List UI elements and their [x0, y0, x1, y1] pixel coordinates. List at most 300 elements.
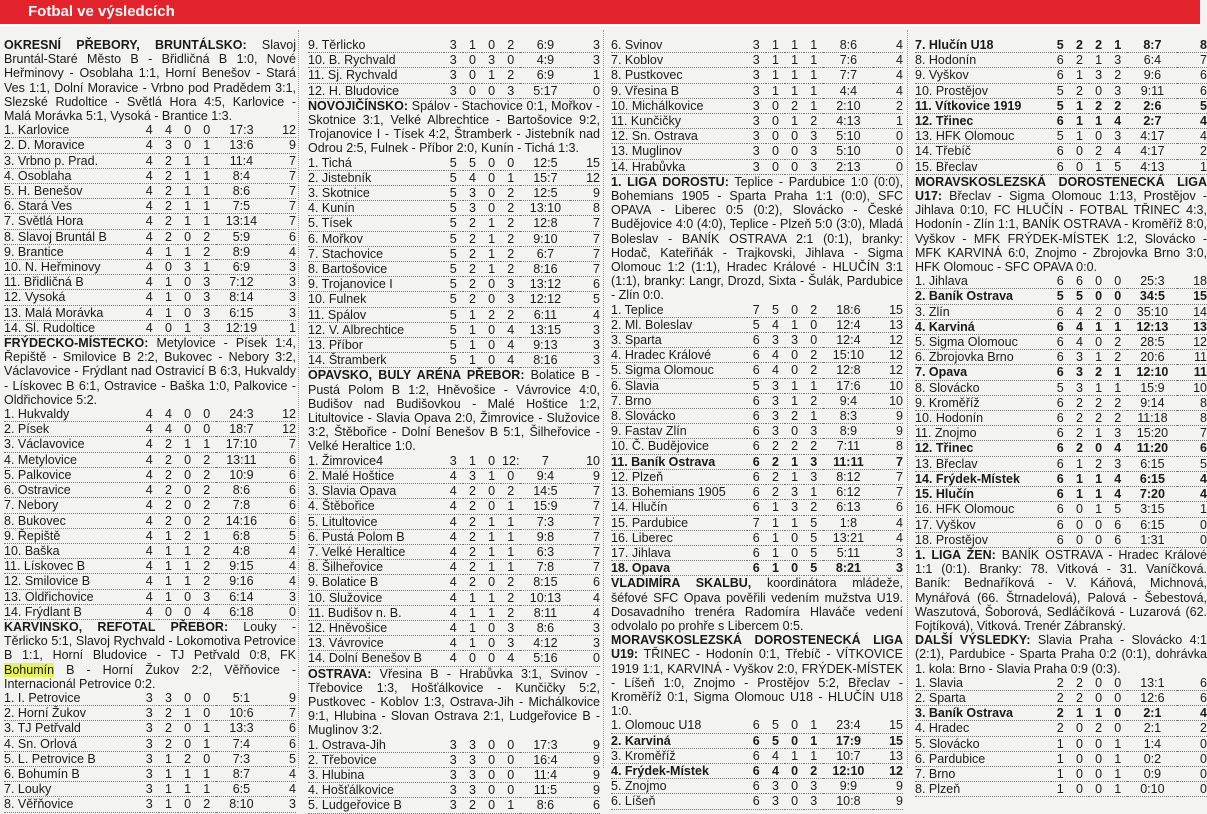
games: 3 [444, 798, 463, 813]
games: 4 [444, 484, 463, 499]
score: 13:11 [216, 452, 266, 467]
team-name: 4. Hradec Králové [611, 348, 747, 363]
standings-table [4, 691, 296, 813]
table-row [4, 260, 296, 275]
losses: 1 [1108, 736, 1127, 751]
table-row [915, 751, 1207, 766]
games: 6 [1051, 441, 1070, 456]
points: 0 [570, 651, 600, 666]
table-row [915, 380, 1207, 395]
team-name: 12. Smilovice B [4, 574, 140, 589]
draws: 0 [482, 499, 501, 514]
losses: 2 [501, 186, 520, 201]
wins: 4 [159, 422, 178, 437]
table-row [308, 83, 600, 98]
losses: 3 [197, 305, 216, 320]
games: 3 [444, 752, 463, 767]
games: 3 [140, 782, 159, 797]
points: 0 [1177, 751, 1207, 766]
table-row [4, 706, 296, 721]
wins: 2 [463, 262, 482, 277]
score: 13:3 [216, 721, 266, 736]
wins: 1 [159, 589, 178, 604]
wins: 2 [159, 437, 178, 452]
losses: 1 [197, 782, 216, 797]
score: 6:9 [520, 68, 570, 83]
draws: 1 [178, 320, 197, 335]
losses: 1 [501, 529, 520, 544]
losses: 1 [197, 721, 216, 736]
score: 6:15 [1127, 517, 1177, 532]
table-row [915, 129, 1207, 144]
draws: 1 [178, 782, 197, 797]
losses: 0 [501, 156, 520, 171]
team-name: 12. Třinec [915, 441, 1051, 456]
draws: 0 [178, 290, 197, 305]
team-name: 8. Bukovec [4, 513, 140, 528]
games: 6 [1051, 114, 1070, 129]
team-name: 5. Tísek [308, 216, 444, 231]
points: 3 [873, 545, 903, 560]
table-row [308, 651, 600, 666]
table-row [4, 528, 296, 543]
points: 6 [1177, 68, 1207, 83]
losses: 4 [1108, 144, 1127, 159]
points: 9 [570, 468, 600, 483]
wins: 0 [1070, 766, 1089, 781]
points: 12 [266, 422, 296, 437]
points: 6 [266, 483, 296, 498]
points: 13 [1177, 319, 1207, 334]
games: 5 [444, 186, 463, 201]
points: 11 [1177, 365, 1207, 380]
team-name: 10. Hodonín [915, 411, 1051, 426]
wins: 2 [766, 485, 785, 500]
wins: 1 [463, 454, 482, 469]
results-paragraph [611, 633, 903, 718]
games: 6 [1051, 532, 1070, 547]
wins: 1 [766, 530, 785, 545]
games: 4 [140, 168, 159, 183]
score: 4:4 [823, 83, 873, 98]
games: 6 [747, 794, 766, 809]
draws: 1 [178, 184, 197, 199]
games: 4 [140, 244, 159, 259]
games: 4 [444, 590, 463, 605]
points: 13 [873, 317, 903, 332]
score: 6:14 [216, 589, 266, 604]
wins: 2 [1070, 426, 1089, 441]
losses: 2 [804, 763, 823, 778]
losses: 1 [804, 733, 823, 748]
points: 4 [570, 590, 600, 605]
losses: 2 [804, 114, 823, 129]
losses: 1 [501, 544, 520, 559]
team-name: 7. Brno [915, 766, 1051, 781]
games: 6 [1051, 68, 1070, 83]
team-name: 6. Bohumín B [4, 766, 140, 781]
wins: 3 [463, 783, 482, 798]
points: 9 [873, 779, 903, 794]
points: 4 [570, 605, 600, 620]
games: 3 [747, 53, 766, 68]
points: 8 [873, 439, 903, 454]
draws: 0 [785, 763, 804, 778]
score: 5:1 [216, 691, 266, 706]
losses: 3 [197, 589, 216, 604]
table-row [308, 68, 600, 83]
points: 0 [570, 83, 600, 98]
team-name: 7. Velké Heraltice [308, 544, 444, 559]
score: 7:8 [520, 560, 570, 575]
games: 6 [747, 454, 766, 469]
table-row [4, 782, 296, 797]
table-row [308, 231, 600, 246]
team-name: 9. Brantice [4, 244, 140, 259]
team-name: 11. Břidličná B [4, 275, 140, 290]
score: 0:9 [1127, 766, 1177, 781]
draws: 0 [482, 484, 501, 499]
score: 5:10 [823, 129, 873, 144]
draws: 3 [178, 260, 197, 275]
draws: 1 [482, 216, 501, 231]
team-name: 12. Třinec [915, 114, 1051, 129]
score: 13:15 [520, 322, 570, 337]
table-row [611, 114, 903, 129]
losses: 5 [804, 545, 823, 560]
table-row [308, 575, 600, 590]
games: 6 [1051, 411, 1070, 426]
losses: 1 [804, 718, 823, 733]
team-name: 10. Služovice [308, 590, 444, 605]
score: 7:20 [1127, 487, 1177, 502]
losses: 2 [501, 246, 520, 261]
team-name: 2. Třebovice [308, 752, 444, 767]
games: 5 [1051, 129, 1070, 144]
games: 3 [140, 766, 159, 781]
score: 12:5 [520, 156, 570, 171]
wins: 1 [463, 605, 482, 620]
score: 9:9 [823, 779, 873, 794]
losses: 1 [804, 98, 823, 113]
wins: 1 [1070, 706, 1089, 721]
team-name: 7. Brno [611, 393, 747, 408]
wins: 0 [1070, 751, 1089, 766]
wins: 1 [766, 38, 785, 53]
draws: 1 [482, 544, 501, 559]
score: 6:3 [520, 544, 570, 559]
wins: 3 [766, 378, 785, 393]
team-name: 9. Řepiště [4, 528, 140, 543]
score: 3:15 [1127, 502, 1177, 517]
table-row [611, 530, 903, 545]
draws: 0 [482, 454, 501, 469]
draws: 0 [785, 144, 804, 159]
games: 6 [747, 393, 766, 408]
score: 9:4 [823, 393, 873, 408]
wins: 2 [159, 721, 178, 736]
draws: 1 [482, 262, 501, 277]
losses: 1 [1108, 319, 1127, 334]
table-row [308, 353, 600, 368]
points: 7 [873, 454, 903, 469]
draws: 1 [482, 514, 501, 529]
table-row [308, 277, 600, 292]
table-row [915, 304, 1207, 319]
points: 1 [1177, 159, 1207, 174]
team-name: 2. Karviná [611, 733, 747, 748]
score: 17:3 [216, 123, 266, 138]
results-paragraph [915, 175, 1207, 274]
score: 7 [520, 454, 570, 469]
points: 15 [1177, 289, 1207, 304]
points: 15 [570, 156, 600, 171]
losses: 2 [501, 575, 520, 590]
table-row [308, 738, 600, 753]
wins: 1 [463, 353, 482, 368]
results-text: Břeclav - Sigma Olomouc 1:13, Prostějov - Jihlava 0:10, FC HLUČÍN - FOTBAL TŘINEC 4:3, Hodonín - Zlín 1:1, BANÍK OSTRAVA - Kroměříž 8:0, Vyškov - MFK FRÝDEK-MÍSTEK 1:2, Slovácko - MFK KARVINÁ 6:0, Znojmo - Zbrojovka Brno 3:0, HFK Olomouc - SFC OPAVA 0:0. [915, 189, 1207, 275]
wins: 0 [766, 129, 785, 144]
team-name: 12. H. Bludovice [308, 83, 444, 98]
points: 12 [873, 763, 903, 778]
table-row [4, 751, 296, 766]
results-paragraph [4, 620, 296, 691]
competition-heading: MORAVSKOSLEZSKÁ DOROSTENECKÁ LIGA U19: [611, 633, 903, 662]
games: 5 [747, 317, 766, 332]
wins: 1 [159, 275, 178, 290]
draws: 1 [178, 244, 197, 259]
points: 0 [873, 144, 903, 159]
wins: 3 [463, 201, 482, 216]
team-name: 2. Sparta [915, 690, 1051, 705]
team-name: 11. Baník Ostrava [611, 454, 747, 469]
losses: 4 [501, 651, 520, 666]
losses: 0 [1108, 706, 1127, 721]
table-row [308, 484, 600, 499]
table-row [308, 186, 600, 201]
table-row [611, 83, 903, 98]
wins: 4 [766, 317, 785, 332]
wins: 3 [766, 409, 785, 424]
table-row [611, 409, 903, 424]
table-row [915, 426, 1207, 441]
score: 2:1 [1127, 706, 1177, 721]
table-row [4, 483, 296, 498]
losses: 0 [197, 706, 216, 721]
score: 7:8 [216, 498, 266, 513]
points: 8 [570, 201, 600, 216]
team-name: 4. Hradec [915, 721, 1051, 736]
points: 3 [570, 353, 600, 368]
draws: 0 [785, 718, 804, 733]
table-row [308, 560, 600, 575]
games: 1 [1051, 736, 1070, 751]
points: 4 [1177, 129, 1207, 144]
wins: 3 [766, 333, 785, 348]
games: 6 [747, 545, 766, 560]
table-row [915, 766, 1207, 781]
team-name: 7. Světlá Hora [4, 214, 140, 229]
points: 10 [873, 393, 903, 408]
draws: 1 [1089, 380, 1108, 395]
wins: 2 [159, 467, 178, 482]
table-row [308, 262, 600, 277]
points: 6 [266, 513, 296, 528]
wins: 1 [159, 782, 178, 797]
points: 10 [570, 454, 600, 469]
losses: 1 [197, 168, 216, 183]
team-name: 4. Štěbořice [308, 499, 444, 514]
games: 3 [140, 751, 159, 766]
table-row [4, 437, 296, 452]
wins: 4 [463, 170, 482, 185]
draws: 3 [785, 500, 804, 515]
losses: 1 [197, 199, 216, 214]
games: 3 [444, 53, 463, 68]
wins: 1 [766, 515, 785, 530]
wins: 1 [1070, 98, 1089, 113]
games: 6 [1051, 471, 1070, 486]
wins: 0 [1070, 502, 1089, 517]
team-name: 11. Spálov [308, 307, 444, 322]
results-text: Vřesina B - Hrabůvka 3:1, Svinov - Třebovice 1:3, Hošťálkovice - Kunčičky 5:2, Pustkovec - Koblov 1:3, Ostrava-Jih - Michálkovice 9:1, Hlubina - Slovan Ostrava 2:1, Ludgeřovice B - Muglinov 3:2. [308, 666, 600, 738]
team-name: 2. Baník Ostrava [915, 289, 1051, 304]
team-name: 11. Lískovec B [4, 559, 140, 574]
team-name: 5. Sigma Olomouc [915, 335, 1051, 350]
losses: 1 [804, 83, 823, 98]
table-row [915, 289, 1207, 304]
score: 10:13 [520, 590, 570, 605]
wins: 1 [159, 797, 178, 812]
score: 2:7 [1127, 114, 1177, 129]
team-name: 3. Baník Ostrava [915, 706, 1051, 721]
score: 8:15 [520, 575, 570, 590]
losses: 3 [501, 83, 520, 98]
table-row [611, 561, 903, 576]
team-name: 8. Pustkovec [611, 68, 747, 83]
wins: 3 [463, 752, 482, 767]
team-name: 3. Slavia Opava [308, 484, 444, 499]
wins: 0 [1070, 517, 1089, 532]
games: 1 [1051, 766, 1070, 781]
draws: 2 [785, 409, 804, 424]
team-name: 6. Líšeň [611, 794, 747, 809]
team-name: 6. Mořkov [308, 231, 444, 246]
table-row [308, 514, 600, 529]
team-name: 7. Koblov [611, 53, 747, 68]
score: 20:6 [1127, 350, 1177, 365]
wins: 6 [1070, 274, 1089, 289]
draws: 1 [1089, 159, 1108, 174]
games: 6 [747, 561, 766, 576]
points: 4 [873, 83, 903, 98]
points: 11 [1177, 350, 1207, 365]
score: 1:4 [1127, 736, 1177, 751]
games: 4 [140, 214, 159, 229]
points: 1 [266, 320, 296, 335]
losses: 3 [804, 129, 823, 144]
score: 12:19 [216, 320, 266, 335]
draws: 3 [482, 53, 501, 68]
points: 12 [873, 363, 903, 378]
points: 4 [873, 68, 903, 83]
score: 6:7 [520, 246, 570, 261]
wins: 2 [159, 214, 178, 229]
table-row [611, 378, 903, 393]
games: 6 [1051, 426, 1070, 441]
standings-table [308, 38, 600, 99]
wins: 1 [1070, 114, 1089, 129]
score: 8:3 [823, 409, 873, 424]
score: 13:14 [216, 214, 266, 229]
losses: 3 [1108, 456, 1127, 471]
draws: 1 [482, 468, 501, 483]
score: 5:11 [823, 545, 873, 560]
losses: 2 [804, 393, 823, 408]
team-name: 9. Těrlicko [308, 38, 444, 53]
points: 3 [266, 260, 296, 275]
table-row [4, 229, 296, 244]
losses: 0 [1108, 289, 1127, 304]
points: 7 [873, 485, 903, 500]
games: 4 [444, 620, 463, 635]
wins: 1 [766, 53, 785, 68]
points: 9 [873, 794, 903, 809]
column-1 [4, 38, 296, 813]
points: 7 [570, 560, 600, 575]
wins: 3 [1070, 380, 1089, 395]
team-name: 15. Břeclav [915, 159, 1051, 174]
standings-table [915, 676, 1207, 798]
score: 12:12 [520, 292, 570, 307]
score: 6:4 [1127, 53, 1177, 68]
points: 7 [570, 262, 600, 277]
wins: 1 [766, 545, 785, 560]
losses: 3 [804, 144, 823, 159]
team-name: 1. Tichá [308, 156, 444, 171]
losses: 2 [1108, 98, 1127, 113]
team-name: 4. Osoblaha [4, 168, 140, 183]
losses: 2 [501, 38, 520, 53]
games: 4 [140, 407, 159, 422]
draws: 0 [1089, 766, 1108, 781]
draws: 0 [785, 545, 804, 560]
losses: 6 [1108, 517, 1127, 532]
table-row [308, 322, 600, 337]
losses: 0 [501, 738, 520, 753]
points: 7 [266, 437, 296, 452]
losses: 2 [501, 68, 520, 83]
points: 2 [1177, 721, 1207, 736]
wins: 2 [1070, 38, 1089, 53]
wins: 2 [1070, 83, 1089, 98]
losses: 3 [501, 277, 520, 292]
table-row [611, 718, 903, 733]
wins: 2 [463, 231, 482, 246]
score: 6:11 [520, 307, 570, 322]
losses: 3 [501, 620, 520, 635]
team-name: 12. Sn. Ostrava [611, 129, 747, 144]
wins: 0 [1070, 532, 1089, 547]
table-row [4, 153, 296, 168]
points: 9 [266, 691, 296, 706]
points: 4 [873, 53, 903, 68]
draws: 0 [482, 201, 501, 216]
score: 7:3 [216, 751, 266, 766]
games: 4 [444, 651, 463, 666]
losses: 2 [197, 543, 216, 558]
table-row [4, 467, 296, 482]
